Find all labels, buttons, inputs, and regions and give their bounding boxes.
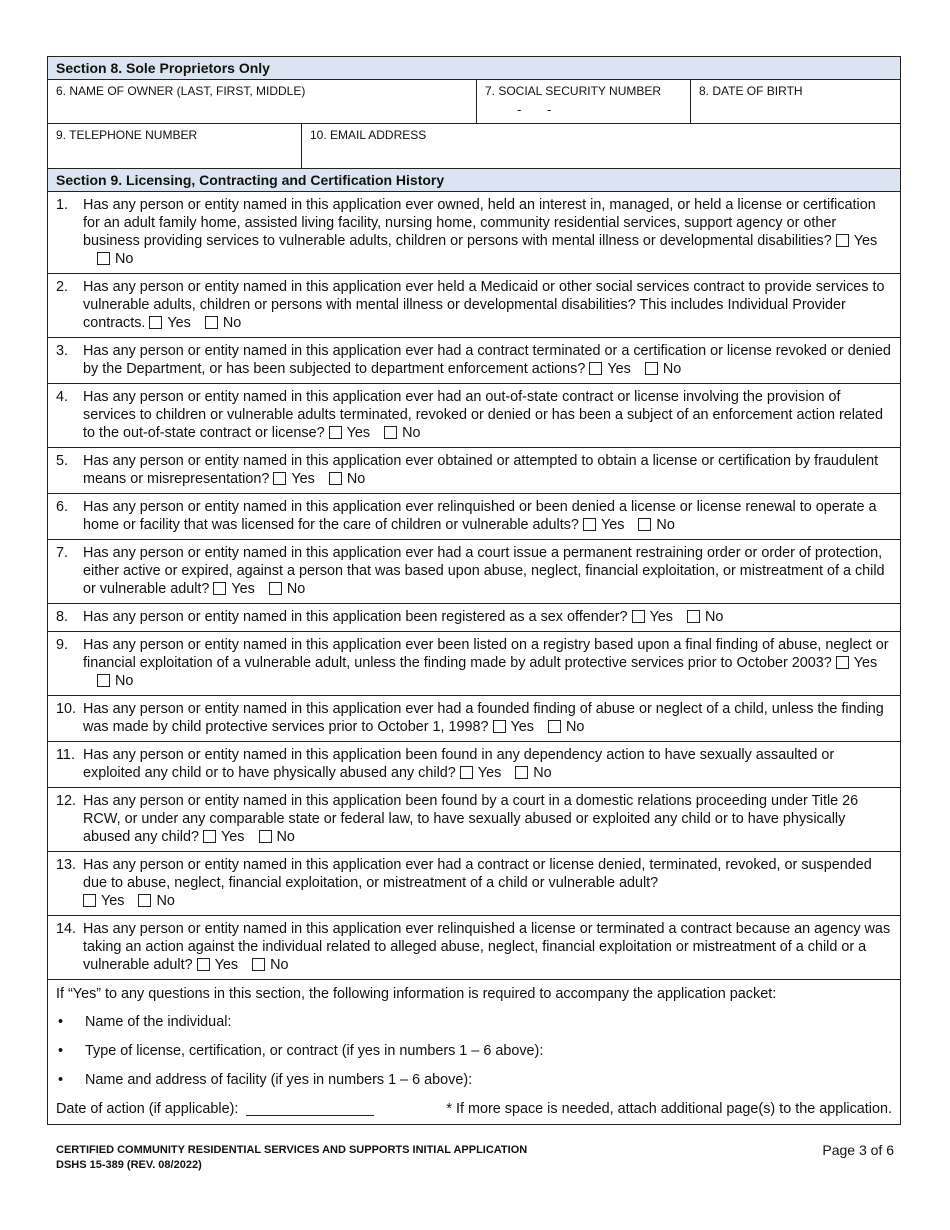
no-label: No: [566, 719, 585, 735]
owner-name-label: 6. NAME OF OWNER (LAST, FIRST, MIDDLE): [56, 84, 306, 98]
bullet-text: Name and address of facility (if yes in numbers 1 – 6 above):: [85, 1072, 473, 1088]
yes-option[interactable]: [83, 892, 124, 910]
no-option[interactable]: [645, 360, 681, 378]
yes-checkbox[interactable]: [583, 518, 596, 531]
question-row: [48, 494, 900, 540]
yes-option[interactable]: [273, 470, 314, 488]
bullet-item: [56, 1071, 892, 1089]
question-number: 1.: [56, 197, 69, 213]
form-number: DSHS 15-389 (REV. 08/2022): [56, 1159, 202, 1171]
bullet-item: [56, 1013, 892, 1031]
no-checkbox[interactable]: [97, 674, 110, 687]
yes-checkbox[interactable]: [836, 656, 849, 669]
no-label: No: [276, 829, 295, 845]
question-text: Has any person or entity named in this application been found in any dependency action to have sexually assaulted or exploited any child or to have physically abused any child?: [83, 747, 835, 781]
question-row: [48, 540, 900, 604]
no-checkbox[interactable]: [515, 766, 528, 779]
bullet-dot: •: [58, 1014, 64, 1030]
no-label: No: [402, 425, 421, 441]
yes-checkbox[interactable]: [273, 472, 286, 485]
question-row: [48, 274, 900, 338]
question-text: Has any person or entity named in this application ever relinquished or been denied a license or license renewal to operate a home or facility that was licensed for the care of children or vulnerable adults?: [83, 499, 877, 533]
no-option[interactable]: [269, 580, 305, 598]
instructions-intro: If “Yes” to any questions in this section, the following information is required to accompany the application packet:: [56, 986, 777, 1002]
yes-option[interactable]: [329, 424, 370, 442]
bullet-item: [56, 1042, 892, 1060]
question-text: Has any person or entity named in this application ever owned, held an interest in, managed, or held a license or certification for an adult family home, assisted living facility, nursing home, community residential services, support agency or other business providing services to vulnerable adults, children or persons with mental illness or developmental disabilities?: [83, 197, 876, 249]
yes-option[interactable]: [583, 516, 624, 534]
section8-title: Section 8. Sole Proprietors Only: [56, 60, 270, 76]
yes-checkbox[interactable]: [632, 610, 645, 623]
yes-label: Yes: [101, 893, 125, 909]
question-text: Has any person or entity named in this application been registered as a sex offender?: [83, 609, 628, 625]
more-space-note: * If more space is needed, attach additional page(s) to the application.: [446, 1101, 892, 1117]
question-row: [48, 384, 900, 448]
ssn-dash: -: [517, 102, 522, 117]
question-text: Has any person or entity named in this application ever had a contract or license denied, terminated, revoked, or suspended due to abuse, neglect, financial exploitation, or mistreatment of a child or vulnerable adult?: [83, 857, 872, 891]
yes-label: Yes: [221, 829, 245, 845]
question-row: [48, 852, 900, 916]
question-text: Has any person or entity named in this application ever had a contract terminated or a certification or license revoked or denied by the Department, or has been subjected to department enforcement actions?: [83, 343, 891, 377]
yes-option[interactable]: [589, 360, 630, 378]
ssn-dashes: [517, 102, 577, 117]
no-label: No: [533, 765, 552, 781]
no-label: No: [656, 517, 675, 533]
question-text: Has any person or entity named in this application ever obtained or attempted to obtain a license or certification by fraudulent means or misrepresentation?: [83, 453, 879, 487]
yes-label: Yes: [346, 425, 371, 441]
question-number: 13.: [56, 857, 77, 873]
no-option[interactable]: [259, 828, 295, 846]
yes-label: Yes: [853, 655, 878, 671]
no-label: No: [115, 673, 134, 689]
question-row: [48, 788, 900, 852]
yes-checkbox[interactable]: [197, 958, 210, 971]
no-label: No: [222, 315, 242, 331]
phone-label: 9. TELEPHONE NUMBER: [56, 128, 198, 142]
section8-header: [48, 57, 900, 80]
yes-checkbox[interactable]: [149, 316, 162, 329]
no-checkbox[interactable]: [259, 830, 272, 843]
question-list: [48, 192, 900, 980]
yes-instructions: [48, 980, 900, 1125]
question-row: [48, 632, 900, 696]
question-text: Has any person or entity named in this application ever relinquished a license or terminated a contract because an agency was taking an action against the individual related to alleged abuse, neglect, financial exploitation or mistreatment of a child or a vulnerable adult?: [83, 921, 891, 973]
yes-label: Yes: [600, 517, 625, 533]
no-option[interactable]: [548, 718, 584, 736]
question-number: 9.: [56, 637, 69, 653]
form-title: CERTIFIED COMMUNITY RESIDENTIAL SERVICES AND SUPPORTS INITIAL APPLICATION: [56, 1144, 528, 1156]
yes-label: Yes: [167, 315, 191, 331]
question-number: 12.: [56, 793, 77, 809]
question-number: 3.: [56, 343, 69, 359]
section9-title: Section 9. Licensing, Contracting and Certification History: [56, 172, 445, 188]
dob-field[interactable]: [691, 80, 900, 123]
question-text: Has any person or entity named in this application ever had a founded finding of abuse or neglect of a child, unless the finding was made by child protective services prior to October 1, 1998?: [83, 701, 884, 735]
yes-option[interactable]: [836, 654, 877, 672]
question-row: [48, 192, 900, 274]
bullet-dot: •: [58, 1043, 64, 1059]
question-row: [48, 696, 900, 742]
no-option[interactable]: [97, 250, 133, 268]
yes-label: Yes: [510, 719, 535, 735]
no-option[interactable]: [138, 892, 174, 910]
yes-option[interactable]: [149, 314, 190, 332]
bullet-dot: •: [58, 1072, 64, 1088]
yes-checkbox[interactable]: [836, 234, 849, 247]
question-text: Has any person or entity named in this application ever had an out-of-state contract or license involving the provision of services to children or vulnerable adults terminated, revoked or denied or has been a subject of an enforcement action related to the out-of-state contract or license?: [83, 389, 883, 441]
yes-checkbox[interactable]: [203, 830, 216, 843]
yes-label: Yes: [607, 361, 631, 377]
yes-option[interactable]: [213, 580, 254, 598]
no-label: No: [115, 251, 134, 267]
question-row: [48, 338, 900, 384]
no-checkbox[interactable]: [138, 894, 151, 907]
no-label: No: [662, 361, 682, 377]
email-field[interactable]: [302, 124, 900, 168]
no-label: No: [270, 957, 289, 973]
question-number: 10.: [56, 701, 77, 717]
yes-label: Yes: [214, 957, 239, 973]
no-option[interactable]: [97, 672, 133, 690]
question-number: 4.: [56, 389, 69, 405]
yes-option[interactable]: [203, 828, 244, 846]
yes-option[interactable]: [197, 956, 238, 974]
question-number: 8.: [56, 609, 69, 625]
email-label: 10. EMAIL ADDRESS: [310, 128, 427, 142]
question-text: Has any person or entity named in this application ever been listed on a registry based upon a final finding of abuse, neglect or financial exploitation of a vulnerable adult, unless the finding made by adult protective services prior to October 2003?: [83, 637, 889, 671]
no-label: No: [156, 893, 175, 909]
no-option[interactable]: [205, 314, 241, 332]
yes-checkbox[interactable]: [589, 362, 602, 375]
yes-checkbox[interactable]: [329, 426, 342, 439]
no-label: No: [705, 609, 724, 625]
yes-checkbox[interactable]: [83, 894, 96, 907]
date-of-action-line: [56, 1100, 892, 1118]
page-number: Page 3 of 6: [822, 1142, 894, 1158]
no-checkbox[interactable]: [97, 252, 110, 265]
yes-checkbox[interactable]: [460, 766, 473, 779]
yes-label: Yes: [649, 609, 673, 625]
no-checkbox[interactable]: [687, 610, 700, 623]
no-option[interactable]: [638, 516, 674, 534]
question-row: [48, 742, 900, 788]
owner-row: [48, 80, 900, 124]
ssn-dash: -: [547, 102, 552, 117]
bullet-text: Type of license, certification, or contract (if yes in numbers 1 – 6 above):: [85, 1043, 544, 1059]
question-number: 6.: [56, 499, 69, 515]
date-of-action-input[interactable]: [246, 1101, 374, 1116]
question-row: [48, 916, 900, 980]
yes-checkbox[interactable]: [493, 720, 506, 733]
no-label: No: [286, 581, 306, 597]
no-checkbox[interactable]: [205, 316, 218, 329]
yes-option[interactable]: [493, 718, 534, 736]
no-checkbox[interactable]: [329, 472, 342, 485]
no-option[interactable]: [252, 956, 288, 974]
section9-header: [48, 169, 900, 192]
question-number: 11.: [56, 747, 75, 763]
phone-field[interactable]: [48, 124, 302, 168]
question-number: 14.: [56, 921, 77, 937]
yes-option[interactable]: [632, 608, 673, 626]
question-number: 7.: [56, 545, 69, 561]
no-checkbox[interactable]: [638, 518, 651, 531]
yes-label: Yes: [291, 471, 315, 487]
question-row: [48, 604, 900, 632]
no-label: No: [346, 471, 366, 487]
no-checkbox[interactable]: [269, 582, 282, 595]
question-text: Has any person or entity named in this application ever had a court issue a permanent restraining order or order of protection, either active or expired, against a person that was based upon abuse, neglect, financial exploitation, or mistreatment of a child or vulnerable adult?: [83, 545, 885, 597]
dob-label: 8. DATE OF BIRTH: [699, 84, 803, 98]
no-checkbox[interactable]: [645, 362, 658, 375]
question-number: 2.: [56, 279, 69, 295]
ssn-label: 7. SOCIAL SECURITY NUMBER: [485, 84, 662, 98]
date-of-action-label: Date of action (if applicable):: [56, 1101, 239, 1117]
yes-option[interactable]: [460, 764, 501, 782]
page-footer: [56, 1143, 894, 1173]
no-option[interactable]: [687, 608, 723, 626]
no-option[interactable]: [515, 764, 551, 782]
application-form: [47, 56, 901, 1125]
bullet-text: Name of the individual:: [85, 1014, 232, 1030]
no-checkbox[interactable]: [384, 426, 397, 439]
yes-label: Yes: [231, 581, 255, 597]
question-text: Has any person or entity named in this application ever held a Medicaid or other social services contract to provide services to vulnerable adults, children or persons with mental illness or developmental disabilities? This includes Individual Provider contracts.: [83, 279, 885, 331]
yes-label: Yes: [477, 765, 502, 781]
yes-option[interactable]: [836, 232, 877, 250]
yes-label: Yes: [853, 233, 878, 249]
ssn-field[interactable]: [477, 80, 691, 123]
contact-row: [48, 124, 900, 169]
question-text: Has any person or entity named in this application been found by a court in a domestic relations proceeding under Title 26 RCW, or under any comparable state or federal law, to have sexually abused or exploited any child or to have physically abused any child?: [83, 793, 859, 845]
yes-checkbox[interactable]: [213, 582, 226, 595]
no-option[interactable]: [384, 424, 420, 442]
no-option[interactable]: [329, 470, 365, 488]
no-checkbox[interactable]: [548, 720, 561, 733]
question-row: [48, 448, 900, 494]
no-checkbox[interactable]: [252, 958, 265, 971]
owner-name-field[interactable]: [48, 80, 477, 123]
question-number: 5.: [56, 453, 69, 469]
